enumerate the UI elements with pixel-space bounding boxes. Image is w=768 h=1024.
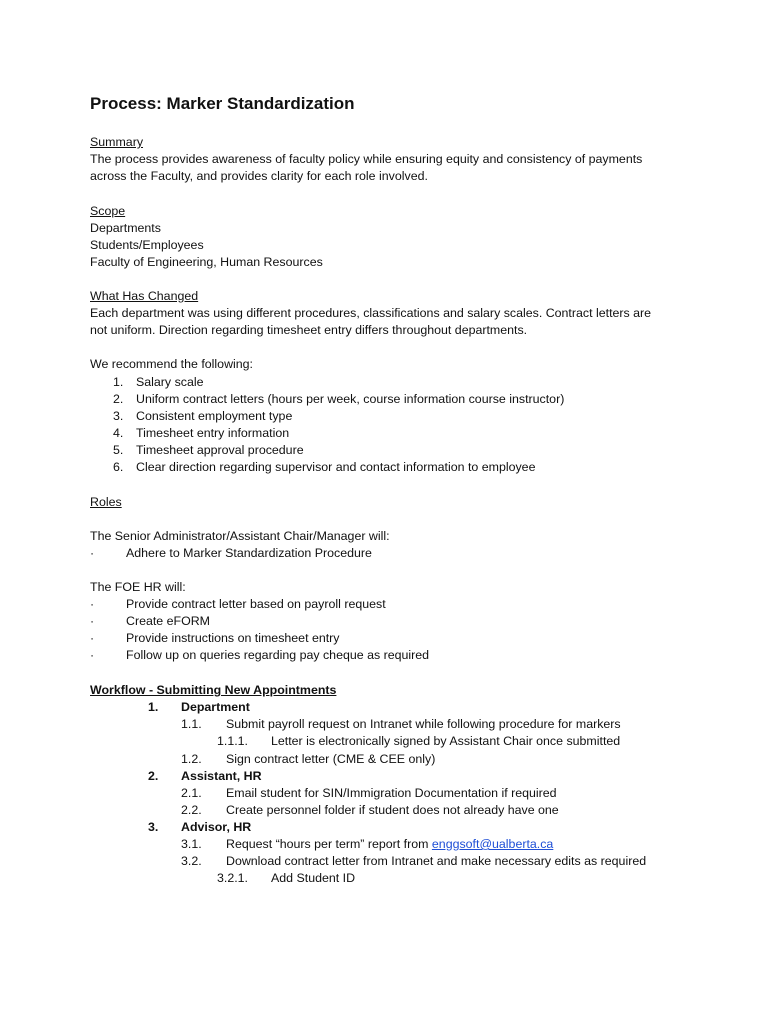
step-number: 3. — [148, 820, 159, 834]
scope-heading: Scope — [90, 204, 126, 218]
step-number: 2.2. — [181, 803, 202, 817]
step-number: 2.1. — [181, 786, 202, 800]
step-number: 1.1.1. — [217, 734, 249, 748]
email-link[interactable]: enggsoft@ualberta.ca — [431, 837, 554, 851]
step-label: Advisor, HR — [181, 820, 252, 834]
workflow-heading: Workflow - Submitting New Appointments — [90, 683, 337, 697]
list-item: Provide contract letter based on payroll request — [126, 597, 386, 611]
hr-intro: The FOE HR will: — [90, 580, 186, 594]
bullet-icon: · — [90, 631, 95, 645]
step-text: Sign contract letter (CME & CEE only) — [226, 752, 436, 766]
step-label: Department — [181, 700, 250, 714]
list-item-number: 6. — [113, 460, 124, 474]
bullet-icon: · — [90, 648, 95, 662]
step-text: Download contract letter from Intranet and make necessary edits as required — [226, 854, 647, 868]
bullet-icon: · — [90, 614, 95, 628]
step-label: Assistant, HR — [181, 769, 262, 783]
list-item: Consistent employment type — [136, 409, 293, 423]
step-text: Create personnel folder if student does not already have one — [226, 803, 559, 817]
bullet-icon: · — [90, 546, 95, 560]
list-item: Timesheet approval procedure — [136, 443, 304, 457]
summary-heading: Summary — [90, 135, 144, 149]
scope-item: Students/Employees — [90, 238, 204, 252]
step-text: Add Student ID — [271, 871, 356, 885]
step-text: Letter is electronically signed by Assistant Chair once submitted — [271, 734, 621, 748]
list-item: Follow up on queries regarding pay cheque as required — [126, 648, 430, 662]
recommend-intro: We recommend the following: — [90, 357, 253, 371]
list-item: Create eFORM — [126, 614, 210, 628]
scope-item: Departments — [90, 221, 161, 235]
changed-heading: What Has Changed — [90, 289, 199, 303]
step-number: 3.2. — [181, 854, 202, 868]
step-text: Email student for SIN/Immigration Documentation if required — [226, 786, 557, 800]
step-number: 1.2. — [181, 752, 202, 766]
list-item: Timesheet entry information — [136, 426, 290, 440]
step-text: Submit payroll request on Intranet while following procedure for markers — [226, 717, 621, 731]
scope-item: Faculty of Engineering, Human Resources — [90, 255, 323, 269]
list-item-number: 1. — [113, 375, 124, 389]
step-number: 1.1. — [181, 717, 202, 731]
summary-line-1: The process provides awareness of faculty policy while ensuring equity and consistency of payments — [90, 152, 643, 166]
page-title: Process: Marker Standardization — [90, 94, 355, 113]
list-item-number: 2. — [113, 392, 124, 406]
list-item: Provide instructions on timesheet entry — [126, 631, 340, 645]
changed-line-2: not uniform. Direction regarding timesheet entry differs throughout departments. — [90, 323, 528, 337]
senior-intro: The Senior Administrator/Assistant Chair/Manager will: — [90, 529, 390, 543]
changed-line-1: Each department was using different procedures, classifications and salary scales. Contract letters are — [90, 306, 652, 320]
bullet-icon: · — [90, 597, 95, 611]
list-item-number: 4. — [113, 426, 124, 440]
summary-line-2: across the Faculty, and provides clarity for each role involved. — [90, 169, 428, 183]
step-number: 3.1. — [181, 837, 202, 851]
step-number: 2. — [148, 769, 159, 783]
list-item-number: 3. — [113, 409, 124, 423]
roles-heading: Roles — [90, 495, 122, 509]
list-item: Uniform contract letters (hours per week, course information course instructor) — [136, 392, 565, 406]
step-text: Request “hours per term” report from — [226, 837, 432, 851]
list-item: Salary scale — [136, 375, 204, 389]
list-item: Clear direction regarding supervisor and contact information to employee — [136, 460, 536, 474]
list-item: Adhere to Marker Standardization Procedure — [126, 546, 372, 560]
step-number: 1. — [148, 700, 159, 714]
step-text-with-link — [226, 836, 553, 853]
list-item-number: 5. — [113, 443, 124, 457]
step-number: 3.2.1. — [217, 871, 249, 885]
